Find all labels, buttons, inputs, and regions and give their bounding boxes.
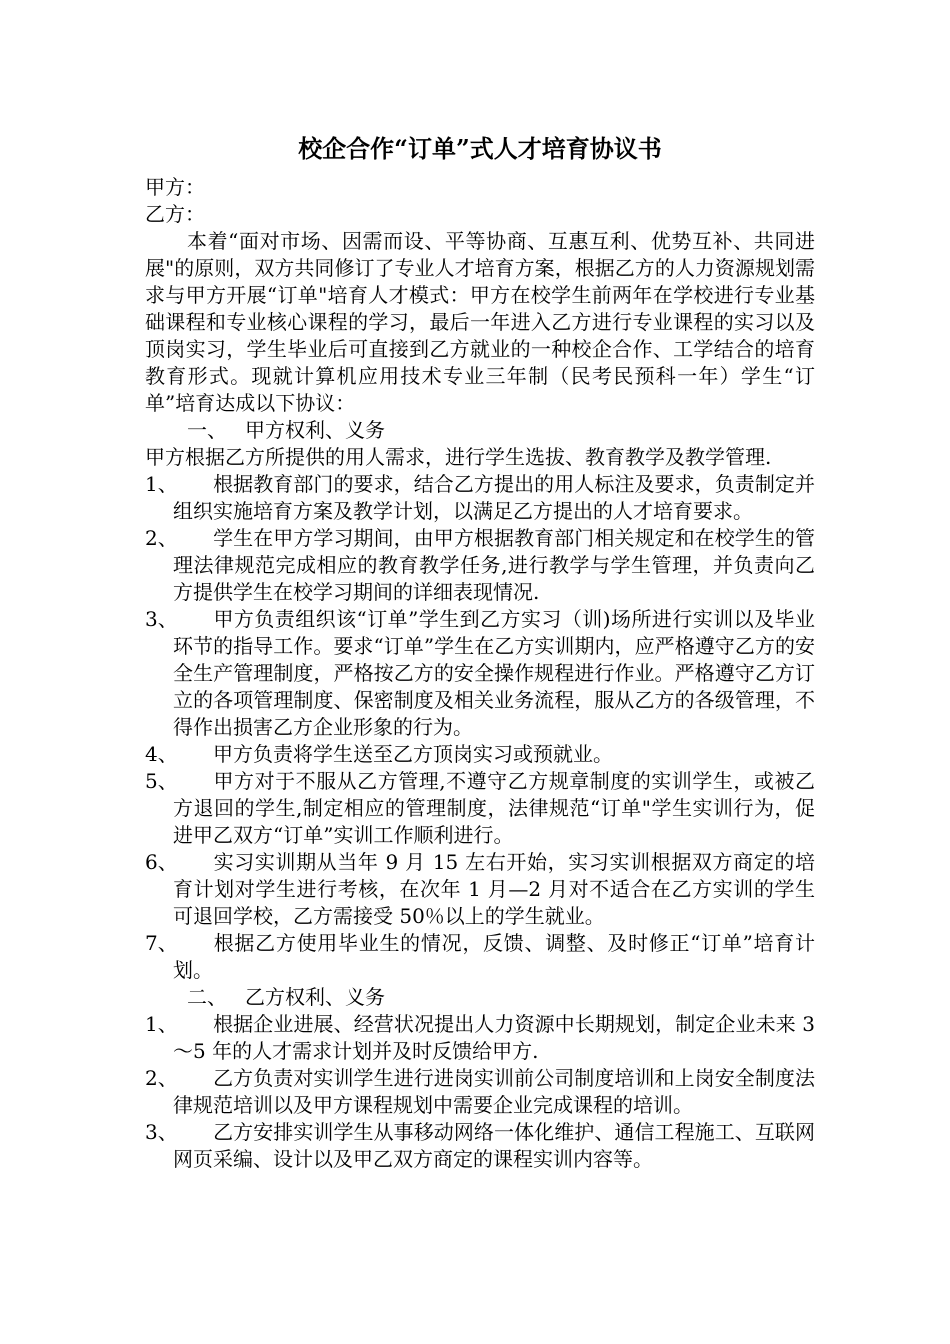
item-text: 乙方安排实训学生从事移动网络一体化维护、通信工程施工、互联网网页采编、设计以及甲乙双方商定的课程实训内容等。 <box>173 1120 815 1171</box>
item-text: 甲方对于不服从乙方管理,不遵守乙方规章制度的实训学生，或被乙方退回的学生,制定相应的管理制度，法律规范“订单"学生实训行为，促进甲乙双方“订单”实训工作顺利进行。 <box>173 769 815 847</box>
party-b-label: 乙方： <box>145 202 205 226</box>
section-1-heading <box>145 417 815 444</box>
item-text: 实习实训期从当年 9 月 15 左右开始，实习实训根据双方商定的培育计划对学生进行考核，在次年 1 月—2 月对不适合在乙方实训的学生可退回学校，乙方需接受 50％以上的学生就业。 <box>173 850 815 928</box>
item-text: 学生在甲方学习期间，由甲方根据教育部门相关规定和在校学生的管理法律规范完成相应的教育教学任务,进行教学与学生管理，并负责向乙方提供学生在校学习期间的详细表现情况. <box>173 526 815 604</box>
section-title: 乙方权利、义务 <box>245 985 385 1009</box>
item-number: 3、 <box>145 1120 178 1144</box>
item-number: 1、 <box>145 472 178 496</box>
intro-paragraph: 本着“面对市场、因需而设、平等协商、互惠互利、优势互补、共同进展"的原则，双方共同修订了专业人才培育方案，根据乙方的人力资源规划需求与甲方开展“订单"培育人才模式：甲方在校学生前两年在学校进行专业基础课程和专业核心课程的学习，最后一年进入乙方进行专业课程的实习以及顶岗实习，学生毕业后可直接到乙方就业的一种校企合作、工学结合的培育教育形式。现就计算机应用技术专业三年制（民考民预科一年）学生“订单”培育达成以下协议： <box>145 229 815 415</box>
list-item <box>145 849 815 930</box>
item-text: 甲方负责将学生送至乙方顶岗实习或预就业。 <box>213 742 613 766</box>
list-item <box>145 1119 815 1173</box>
item-text: 甲方负责组织该“订单”学生到乙方实习（训)场所进行实训以及毕业环节的指导工作。要求“订单”学生在乙方实训期内，应严格遵守乙方的安全生产管理制度，严格按乙方的安全操作规程进行作业。严格遵守乙方订立的各项管理制度、保密制度及相关业务流程，服从乙方的各级管理，不得作出损害乙方企业形象的行为。 <box>173 607 815 739</box>
list-item <box>145 930 815 984</box>
item-text: 根据教育部门的要求，结合乙方提出的用人标注及要求，负责制定并组织实施培育方案及教学计划，以满足乙方提出的人才培育要求。 <box>173 472 815 523</box>
party-a-label: 甲方： <box>145 175 205 199</box>
list-item <box>145 741 815 768</box>
item-number: 5、 <box>145 769 178 793</box>
item-text: 根据乙方使用毕业生的情况，反馈、调整、及时修正“订单”培育计划。 <box>173 931 815 982</box>
item-text: 根据企业进展、经营状况提出人力资源中长期规划，制定企业未来 3～5 年的人才需求计划并及时反馈给甲方. <box>173 1012 815 1063</box>
list-item <box>145 1065 815 1119</box>
section-2-heading <box>145 984 815 1011</box>
item-text: 乙方负责对实训学生进行进岗实训前公司制度培训和上岗安全制度法律规范培训以及甲方课程规划中需要企业完成课程的培训。 <box>173 1066 815 1117</box>
item-number: 6、 <box>145 850 178 874</box>
section-number: 一、 <box>187 418 227 442</box>
section-title: 甲方权利、义务 <box>245 418 385 442</box>
item-number: 3、 <box>145 607 178 631</box>
document-title: 校企合作“订单”式人才培育协议书 <box>298 134 662 163</box>
list-item <box>145 1011 815 1065</box>
section-number: 二、 <box>187 985 227 1009</box>
list-item <box>145 525 815 606</box>
item-number: 4、 <box>145 742 178 766</box>
item-number: 2、 <box>145 1066 178 1090</box>
list-item <box>145 606 815 741</box>
list-item <box>145 471 815 525</box>
item-number: 7、 <box>145 931 178 955</box>
item-number: 1、 <box>145 1012 178 1036</box>
list-item <box>145 768 815 849</box>
item-number: 2、 <box>145 526 178 550</box>
section-1-lead: 甲方根据乙方所提供的用人需求，进行学生选拔、教育教学及教学管理. <box>145 445 772 469</box>
